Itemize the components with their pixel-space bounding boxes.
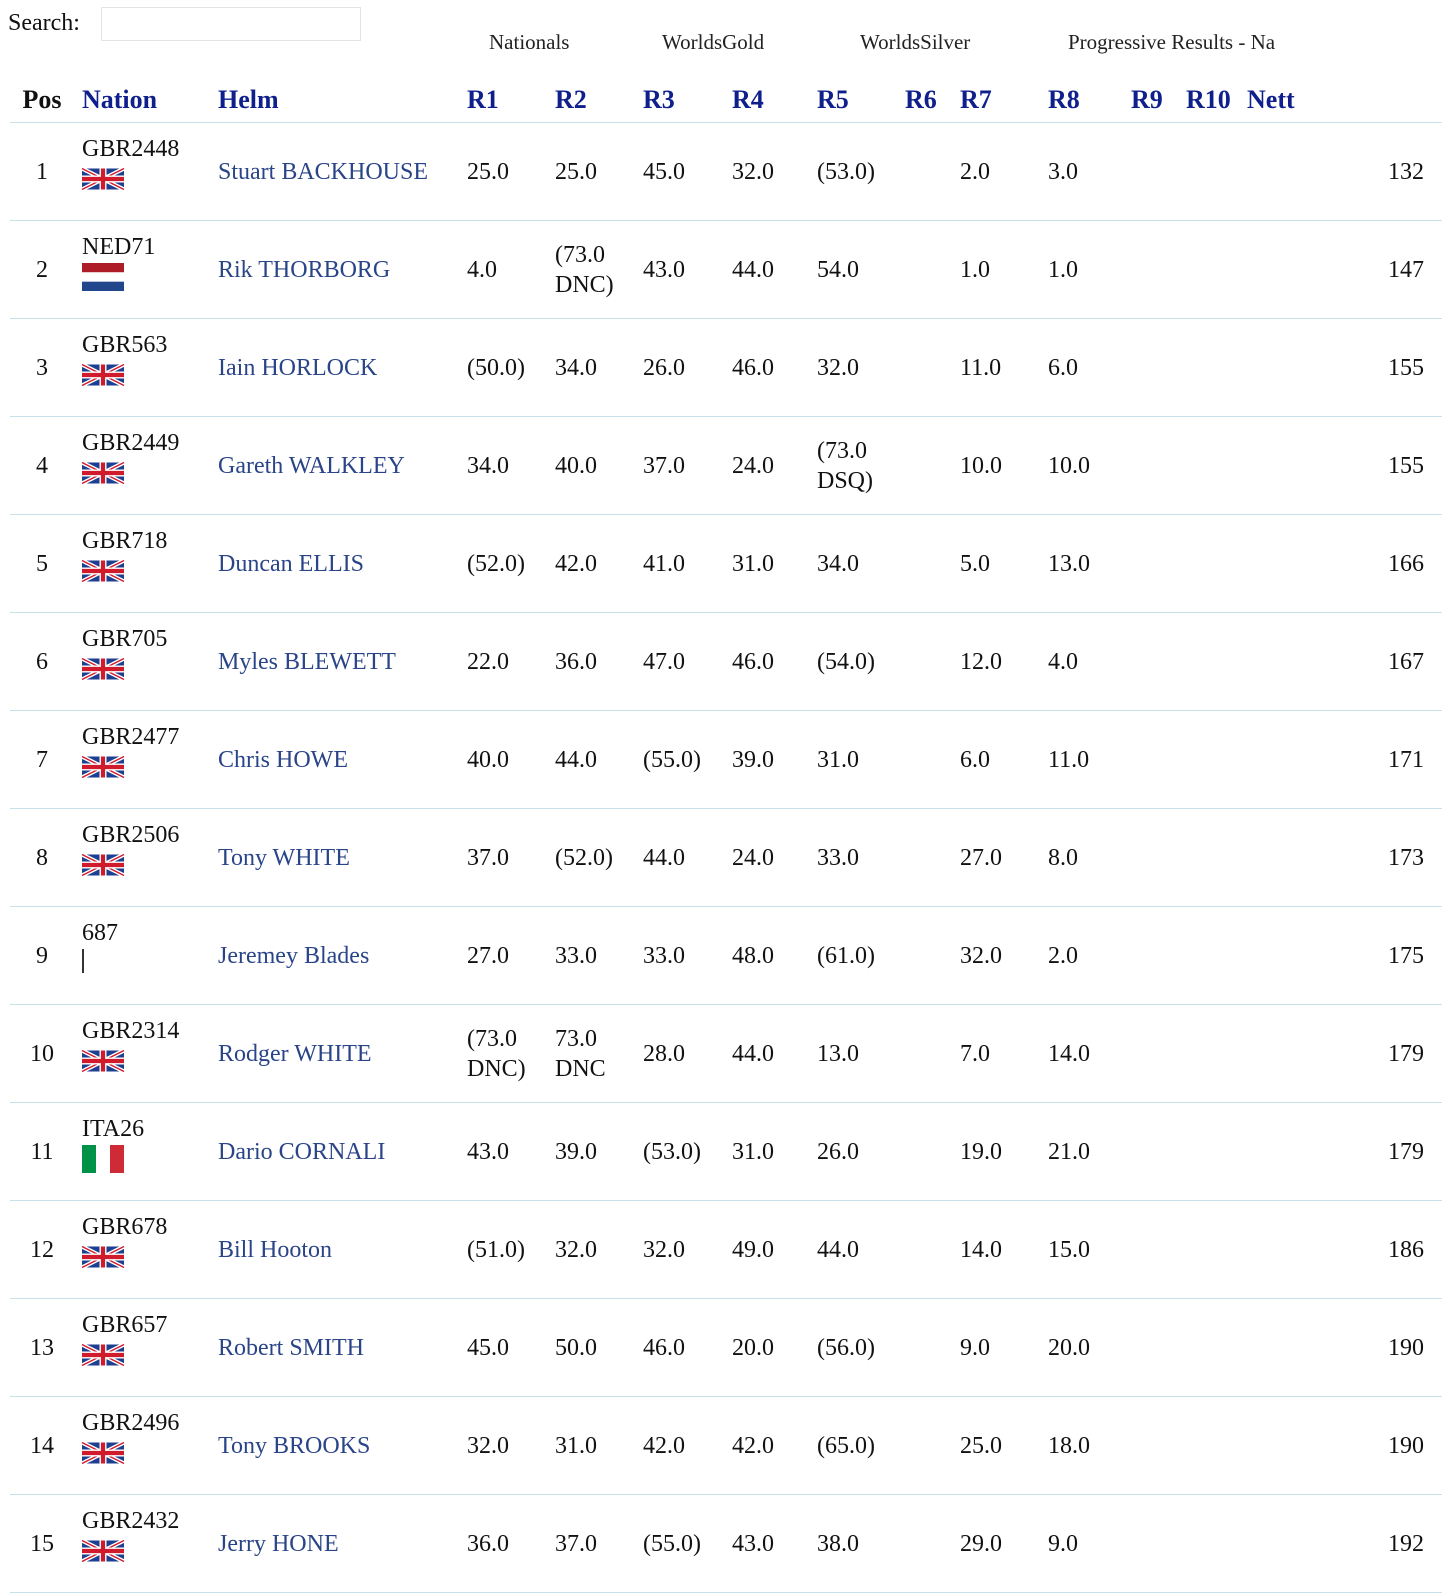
helm-name[interactable]: Bill Hooton: [218, 1236, 333, 1263]
col-header-r1[interactable]: R1: [459, 78, 547, 123]
col-header-r3[interactable]: R3: [635, 78, 724, 123]
r8-cell: 18.0: [1040, 1397, 1123, 1495]
r5-cell: 32.0: [809, 319, 897, 417]
r8-cell: 9.0: [1040, 1495, 1123, 1593]
nett-cell: 147: [1239, 221, 1442, 319]
r1-cell: (51.0): [459, 1201, 547, 1299]
r2-cell: 44.0: [547, 711, 635, 809]
helm-cell: [210, 1495, 459, 1593]
search-input[interactable]: [101, 7, 361, 41]
nation-cell: [74, 1201, 210, 1299]
r3-cell: 43.0: [635, 221, 724, 319]
table-row: [10, 1495, 1442, 1593]
helm-name[interactable]: Jerry HONE: [218, 1530, 339, 1557]
r3-cell: 45.0: [635, 123, 724, 221]
r4-cell: 44.0: [724, 1005, 809, 1103]
blank-flag-icon: [82, 949, 84, 973]
nation-cell: [74, 417, 210, 515]
sail-number: GBR718: [82, 528, 168, 554]
r2-cell: 40.0: [547, 417, 635, 515]
helm-cell: [210, 907, 459, 1005]
pos-cell: 10: [10, 1005, 74, 1103]
r2-cell: 36.0: [547, 613, 635, 711]
helm-cell: [210, 123, 459, 221]
sail-number: GBR563: [82, 332, 168, 358]
r10-cell: [1178, 221, 1239, 319]
pos-cell: 5: [10, 515, 74, 613]
helm-name[interactable]: Gareth WALKLEY: [218, 452, 405, 479]
r10-cell: [1178, 809, 1239, 907]
col-header-r4[interactable]: R4: [724, 78, 809, 123]
nett-cell: 190: [1239, 1397, 1442, 1495]
r6-cell: [897, 1005, 952, 1103]
r3-cell: 26.0: [635, 319, 724, 417]
r5-cell: 13.0: [809, 1005, 897, 1103]
r10-cell: [1178, 1397, 1239, 1495]
table-row: [10, 123, 1442, 221]
r4-cell: 20.0: [724, 1299, 809, 1397]
r3-cell: (55.0): [635, 1495, 724, 1593]
pos-cell: 13: [10, 1299, 74, 1397]
gbr-flag-icon: [82, 557, 124, 585]
r9-cell: [1123, 1299, 1178, 1397]
nett-cell: 175: [1239, 907, 1442, 1005]
r7-cell: 1.0: [952, 221, 1040, 319]
r5-cell: 38.0: [809, 1495, 897, 1593]
gbr-flag-icon: [82, 1537, 124, 1565]
r2-cell: 31.0: [547, 1397, 635, 1495]
pos-cell: 6: [10, 613, 74, 711]
nation-cell: [74, 809, 210, 907]
r9-cell: [1123, 809, 1178, 907]
r1-cell: 37.0: [459, 809, 547, 907]
helm-cell: [210, 1397, 459, 1495]
col-header-nation[interactable]: Nation: [74, 78, 210, 123]
ned-flag-icon: [82, 263, 124, 291]
sail-number: GBR2432: [82, 1508, 180, 1534]
r10-cell: [1178, 319, 1239, 417]
r8-cell: 3.0: [1040, 123, 1123, 221]
col-header-pos[interactable]: Pos: [10, 78, 74, 123]
col-header-r9[interactable]: R9: [1123, 78, 1178, 123]
r5-cell: (73.0 DSQ): [809, 417, 897, 515]
helm-name[interactable]: Rik THORBORG: [218, 256, 391, 283]
r9-cell: [1123, 515, 1178, 613]
r8-cell: 8.0: [1040, 809, 1123, 907]
r3-cell: 28.0: [635, 1005, 724, 1103]
helm-cell: [210, 417, 459, 515]
r8-cell: 15.0: [1040, 1201, 1123, 1299]
r4-cell: 44.0: [724, 221, 809, 319]
r7-cell: 19.0: [952, 1103, 1040, 1201]
r2-cell: 50.0: [547, 1299, 635, 1397]
nett-cell: 167: [1239, 613, 1442, 711]
helm-cell: [210, 221, 459, 319]
r10-cell: [1178, 515, 1239, 613]
r8-cell: 21.0: [1040, 1103, 1123, 1201]
r9-cell: [1123, 1103, 1178, 1201]
pos-cell: 8: [10, 809, 74, 907]
r5-cell: (65.0): [809, 1397, 897, 1495]
r2-cell: 33.0: [547, 907, 635, 1005]
r7-cell: 9.0: [952, 1299, 1040, 1397]
table-row: [10, 1299, 1442, 1397]
r9-cell: [1123, 1005, 1178, 1103]
r6-cell: [897, 221, 952, 319]
r2-cell: 32.0: [547, 1201, 635, 1299]
gbr-flag-icon: [82, 1439, 124, 1467]
sail-number: ITA26: [82, 1116, 145, 1142]
col-header-r10[interactable]: R10: [1178, 78, 1239, 123]
r4-cell: 42.0: [724, 1397, 809, 1495]
r8-cell: 10.0: [1040, 417, 1123, 515]
col-header-r5[interactable]: R5: [809, 78, 897, 123]
col-header-r7[interactable]: R7: [952, 78, 1040, 123]
r7-cell: 11.0: [952, 319, 1040, 417]
r6-cell: [897, 123, 952, 221]
helm-name[interactable]: Dario CORNALI: [218, 1138, 386, 1165]
r10-cell: [1178, 1495, 1239, 1593]
sail-number: GBR2506: [82, 822, 180, 848]
r1-cell: (52.0): [459, 515, 547, 613]
r3-cell: 41.0: [635, 515, 724, 613]
group-header-progressive: Progressive Results - Na: [1068, 30, 1276, 54]
r6-cell: [897, 1103, 952, 1201]
sail-number: 687: [82, 920, 118, 946]
r2-cell: 73.0 DNC: [547, 1005, 635, 1103]
r5-cell: 26.0: [809, 1103, 897, 1201]
table-row: [10, 319, 1442, 417]
nation-cell: [74, 613, 210, 711]
results-table: [10, 78, 1442, 1593]
col-header-r6[interactable]: R6: [897, 78, 952, 123]
r2-cell: (73.0 DNC): [547, 221, 635, 319]
gbr-flag-icon: [82, 1341, 124, 1369]
r1-cell: 40.0: [459, 711, 547, 809]
pos-cell: 9: [10, 907, 74, 1005]
r3-cell: 37.0: [635, 417, 724, 515]
helm-cell: [210, 1005, 459, 1103]
r2-cell: 42.0: [547, 515, 635, 613]
group-header-worlds-silver: WorldsSilver: [860, 30, 971, 54]
sail-number: GBR657: [82, 1312, 168, 1338]
r4-cell: 31.0: [724, 1103, 809, 1201]
table-row: [10, 613, 1442, 711]
r7-cell: 25.0: [952, 1397, 1040, 1495]
nett-cell: 132: [1239, 123, 1442, 221]
r8-cell: 2.0: [1040, 907, 1123, 1005]
r10-cell: [1178, 907, 1239, 1005]
r1-cell: 34.0: [459, 417, 547, 515]
nett-cell: 155: [1239, 319, 1442, 417]
helm-name[interactable]: Jeremey Blades: [218, 942, 370, 969]
r8-cell: 20.0: [1040, 1299, 1123, 1397]
nation-cell: [74, 1103, 210, 1201]
r6-cell: [897, 711, 952, 809]
r5-cell: 33.0: [809, 809, 897, 907]
r10-cell: [1178, 1005, 1239, 1103]
table-row: [10, 711, 1442, 809]
r3-cell: 46.0: [635, 1299, 724, 1397]
header-row: [10, 78, 1442, 123]
r3-cell: (53.0): [635, 1103, 724, 1201]
sail-number: GBR2449: [82, 430, 180, 456]
r8-cell: 11.0: [1040, 711, 1123, 809]
r6-cell: [897, 1201, 952, 1299]
r5-cell: (61.0): [809, 907, 897, 1005]
r7-cell: 14.0: [952, 1201, 1040, 1299]
sail-number: NED71: [82, 234, 156, 260]
r4-cell: 31.0: [724, 515, 809, 613]
helm-name[interactable]: Rodger WHITE: [218, 1040, 372, 1067]
nett-cell: 171: [1239, 711, 1442, 809]
nation-cell: [74, 515, 210, 613]
col-header-r8[interactable]: R8: [1040, 78, 1123, 123]
r5-cell: 31.0: [809, 711, 897, 809]
r6-cell: [897, 1299, 952, 1397]
table-row: [10, 417, 1442, 515]
table-row: [10, 515, 1442, 613]
ita-flag-icon: [82, 1145, 124, 1173]
nation-cell: [74, 1299, 210, 1397]
r10-cell: [1178, 613, 1239, 711]
r7-cell: 6.0: [952, 711, 1040, 809]
r4-cell: 39.0: [724, 711, 809, 809]
r7-cell: 32.0: [952, 907, 1040, 1005]
pos-cell: 3: [10, 319, 74, 417]
r4-cell: 46.0: [724, 319, 809, 417]
helm-name[interactable]: Tony WHITE: [218, 844, 350, 871]
r1-cell: 25.0: [459, 123, 547, 221]
r7-cell: 2.0: [952, 123, 1040, 221]
table-row: [10, 907, 1442, 1005]
group-header-nationals: Nationals: [489, 30, 570, 54]
r3-cell: 47.0: [635, 613, 724, 711]
sail-number: GBR705: [82, 626, 168, 652]
r10-cell: [1178, 1103, 1239, 1201]
col-header-nett[interactable]: Nett: [1239, 78, 1442, 123]
r10-cell: [1178, 711, 1239, 809]
sail-number: GBR2496: [82, 1410, 180, 1436]
r9-cell: [1123, 1201, 1178, 1299]
gbr-flag-icon: [82, 753, 124, 781]
r6-cell: [897, 809, 952, 907]
col-header-r2[interactable]: R2: [547, 78, 635, 123]
helm-name[interactable]: Duncan ELLIS: [218, 550, 364, 577]
r1-cell: (50.0): [459, 319, 547, 417]
nation-cell: [74, 711, 210, 809]
helm-cell: [210, 711, 459, 809]
r2-cell: 39.0: [547, 1103, 635, 1201]
helm-name[interactable]: Iain HORLOCK: [218, 354, 378, 381]
nation-cell: [74, 907, 210, 1005]
r6-cell: [897, 417, 952, 515]
nett-cell: 186: [1239, 1201, 1442, 1299]
pos-cell: 14: [10, 1397, 74, 1495]
r3-cell: 42.0: [635, 1397, 724, 1495]
pos-cell: 12: [10, 1201, 74, 1299]
nation-cell: [74, 319, 210, 417]
nett-cell: 190: [1239, 1299, 1442, 1397]
r6-cell: [897, 613, 952, 711]
gbr-flag-icon: [82, 361, 124, 389]
gbr-flag-icon: [82, 1047, 124, 1075]
pos-cell: 15: [10, 1495, 74, 1593]
helm-name[interactable]: Robert SMITH: [218, 1334, 364, 1361]
helm-cell: [210, 515, 459, 613]
r8-cell: 14.0: [1040, 1005, 1123, 1103]
helm-cell: [210, 319, 459, 417]
helm-cell: [210, 1201, 459, 1299]
pos-cell: 7: [10, 711, 74, 809]
r10-cell: [1178, 1299, 1239, 1397]
r7-cell: 27.0: [952, 809, 1040, 907]
r7-cell: 12.0: [952, 613, 1040, 711]
nett-cell: 155: [1239, 417, 1442, 515]
pos-cell: 2: [10, 221, 74, 319]
r1-cell: (73.0 DNC): [459, 1005, 547, 1103]
sail-number: GBR2477: [82, 724, 180, 750]
r6-cell: [897, 1397, 952, 1495]
r1-cell: 36.0: [459, 1495, 547, 1593]
r1-cell: 22.0: [459, 613, 547, 711]
r2-cell: 34.0: [547, 319, 635, 417]
r9-cell: [1123, 711, 1178, 809]
r1-cell: 4.0: [459, 221, 547, 319]
nett-cell: 173: [1239, 809, 1442, 907]
r6-cell: [897, 515, 952, 613]
r1-cell: 27.0: [459, 907, 547, 1005]
sail-number: GBR678: [82, 1214, 168, 1240]
gbr-flag-icon: [82, 1243, 124, 1271]
r4-cell: 32.0: [724, 123, 809, 221]
group-header-worlds-gold: WorldsGold: [662, 30, 765, 54]
gbr-flag-icon: [82, 655, 124, 683]
pos-cell: 11: [10, 1103, 74, 1201]
r8-cell: 1.0: [1040, 221, 1123, 319]
r9-cell: [1123, 1495, 1178, 1593]
r2-cell: (52.0): [547, 809, 635, 907]
table-row: [10, 809, 1442, 907]
r5-cell: (54.0): [809, 613, 897, 711]
r6-cell: [897, 1495, 952, 1593]
r2-cell: 25.0: [547, 123, 635, 221]
r9-cell: [1123, 1397, 1178, 1495]
helm-cell: [210, 613, 459, 711]
r5-cell: 54.0: [809, 221, 897, 319]
table-row: [10, 1103, 1442, 1201]
r10-cell: [1178, 1201, 1239, 1299]
r9-cell: [1123, 613, 1178, 711]
r5-cell: 44.0: [809, 1201, 897, 1299]
r7-cell: 7.0: [952, 1005, 1040, 1103]
r2-cell: 37.0: [547, 1495, 635, 1593]
r3-cell: 44.0: [635, 809, 724, 907]
r3-cell: 33.0: [635, 907, 724, 1005]
r7-cell: 29.0: [952, 1495, 1040, 1593]
nation-cell: [74, 1397, 210, 1495]
r4-cell: 24.0: [724, 809, 809, 907]
helm-name[interactable]: Chris HOWE: [218, 746, 348, 773]
pos-cell: 4: [10, 417, 74, 515]
nation-cell: [74, 1005, 210, 1103]
gbr-flag-icon: [82, 165, 124, 193]
helm-name[interactable]: Myles BLEWETT: [218, 648, 396, 675]
nett-cell: 179: [1239, 1005, 1442, 1103]
r4-cell: 43.0: [724, 1495, 809, 1593]
table-row: [10, 1005, 1442, 1103]
r4-cell: 48.0: [724, 907, 809, 1005]
nett-cell: 166: [1239, 515, 1442, 613]
r5-cell: (53.0): [809, 123, 897, 221]
r7-cell: 5.0: [952, 515, 1040, 613]
r8-cell: 4.0: [1040, 613, 1123, 711]
r5-cell: (56.0): [809, 1299, 897, 1397]
nation-cell: [74, 221, 210, 319]
r1-cell: 45.0: [459, 1299, 547, 1397]
r6-cell: [897, 319, 952, 417]
col-header-helm[interactable]: Helm: [210, 78, 459, 123]
r4-cell: 24.0: [724, 417, 809, 515]
nation-cell: [74, 1495, 210, 1593]
nation-cell: [74, 123, 210, 221]
pos-cell: 1: [10, 123, 74, 221]
r8-cell: 13.0: [1040, 515, 1123, 613]
r3-cell: (55.0): [635, 711, 724, 809]
r6-cell: [897, 907, 952, 1005]
r10-cell: [1178, 123, 1239, 221]
helm-cell: [210, 809, 459, 907]
r10-cell: [1178, 417, 1239, 515]
helm-cell: [210, 1299, 459, 1397]
r9-cell: [1123, 907, 1178, 1005]
gbr-flag-icon: [82, 459, 124, 487]
r7-cell: 10.0: [952, 417, 1040, 515]
r3-cell: 32.0: [635, 1201, 724, 1299]
nett-cell: 179: [1239, 1103, 1442, 1201]
helm-cell: [210, 1103, 459, 1201]
r9-cell: [1123, 417, 1178, 515]
search-label: Search:: [8, 10, 80, 36]
r8-cell: 6.0: [1040, 319, 1123, 417]
r9-cell: [1123, 221, 1178, 319]
r1-cell: 32.0: [459, 1397, 547, 1495]
r1-cell: 43.0: [459, 1103, 547, 1201]
sail-number: GBR2314: [82, 1018, 180, 1044]
helm-name[interactable]: Tony BROOKS: [218, 1432, 371, 1459]
table-row: [10, 221, 1442, 319]
gbr-flag-icon: [82, 851, 124, 879]
r5-cell: 34.0: [809, 515, 897, 613]
r4-cell: 49.0: [724, 1201, 809, 1299]
r4-cell: 46.0: [724, 613, 809, 711]
helm-name[interactable]: Stuart BACKHOUSE: [218, 158, 429, 185]
r9-cell: [1123, 123, 1178, 221]
sail-number: GBR2448: [82, 136, 180, 162]
table-row: [10, 1397, 1442, 1495]
r9-cell: [1123, 319, 1178, 417]
nett-cell: 192: [1239, 1495, 1442, 1593]
table-row: [10, 1201, 1442, 1299]
